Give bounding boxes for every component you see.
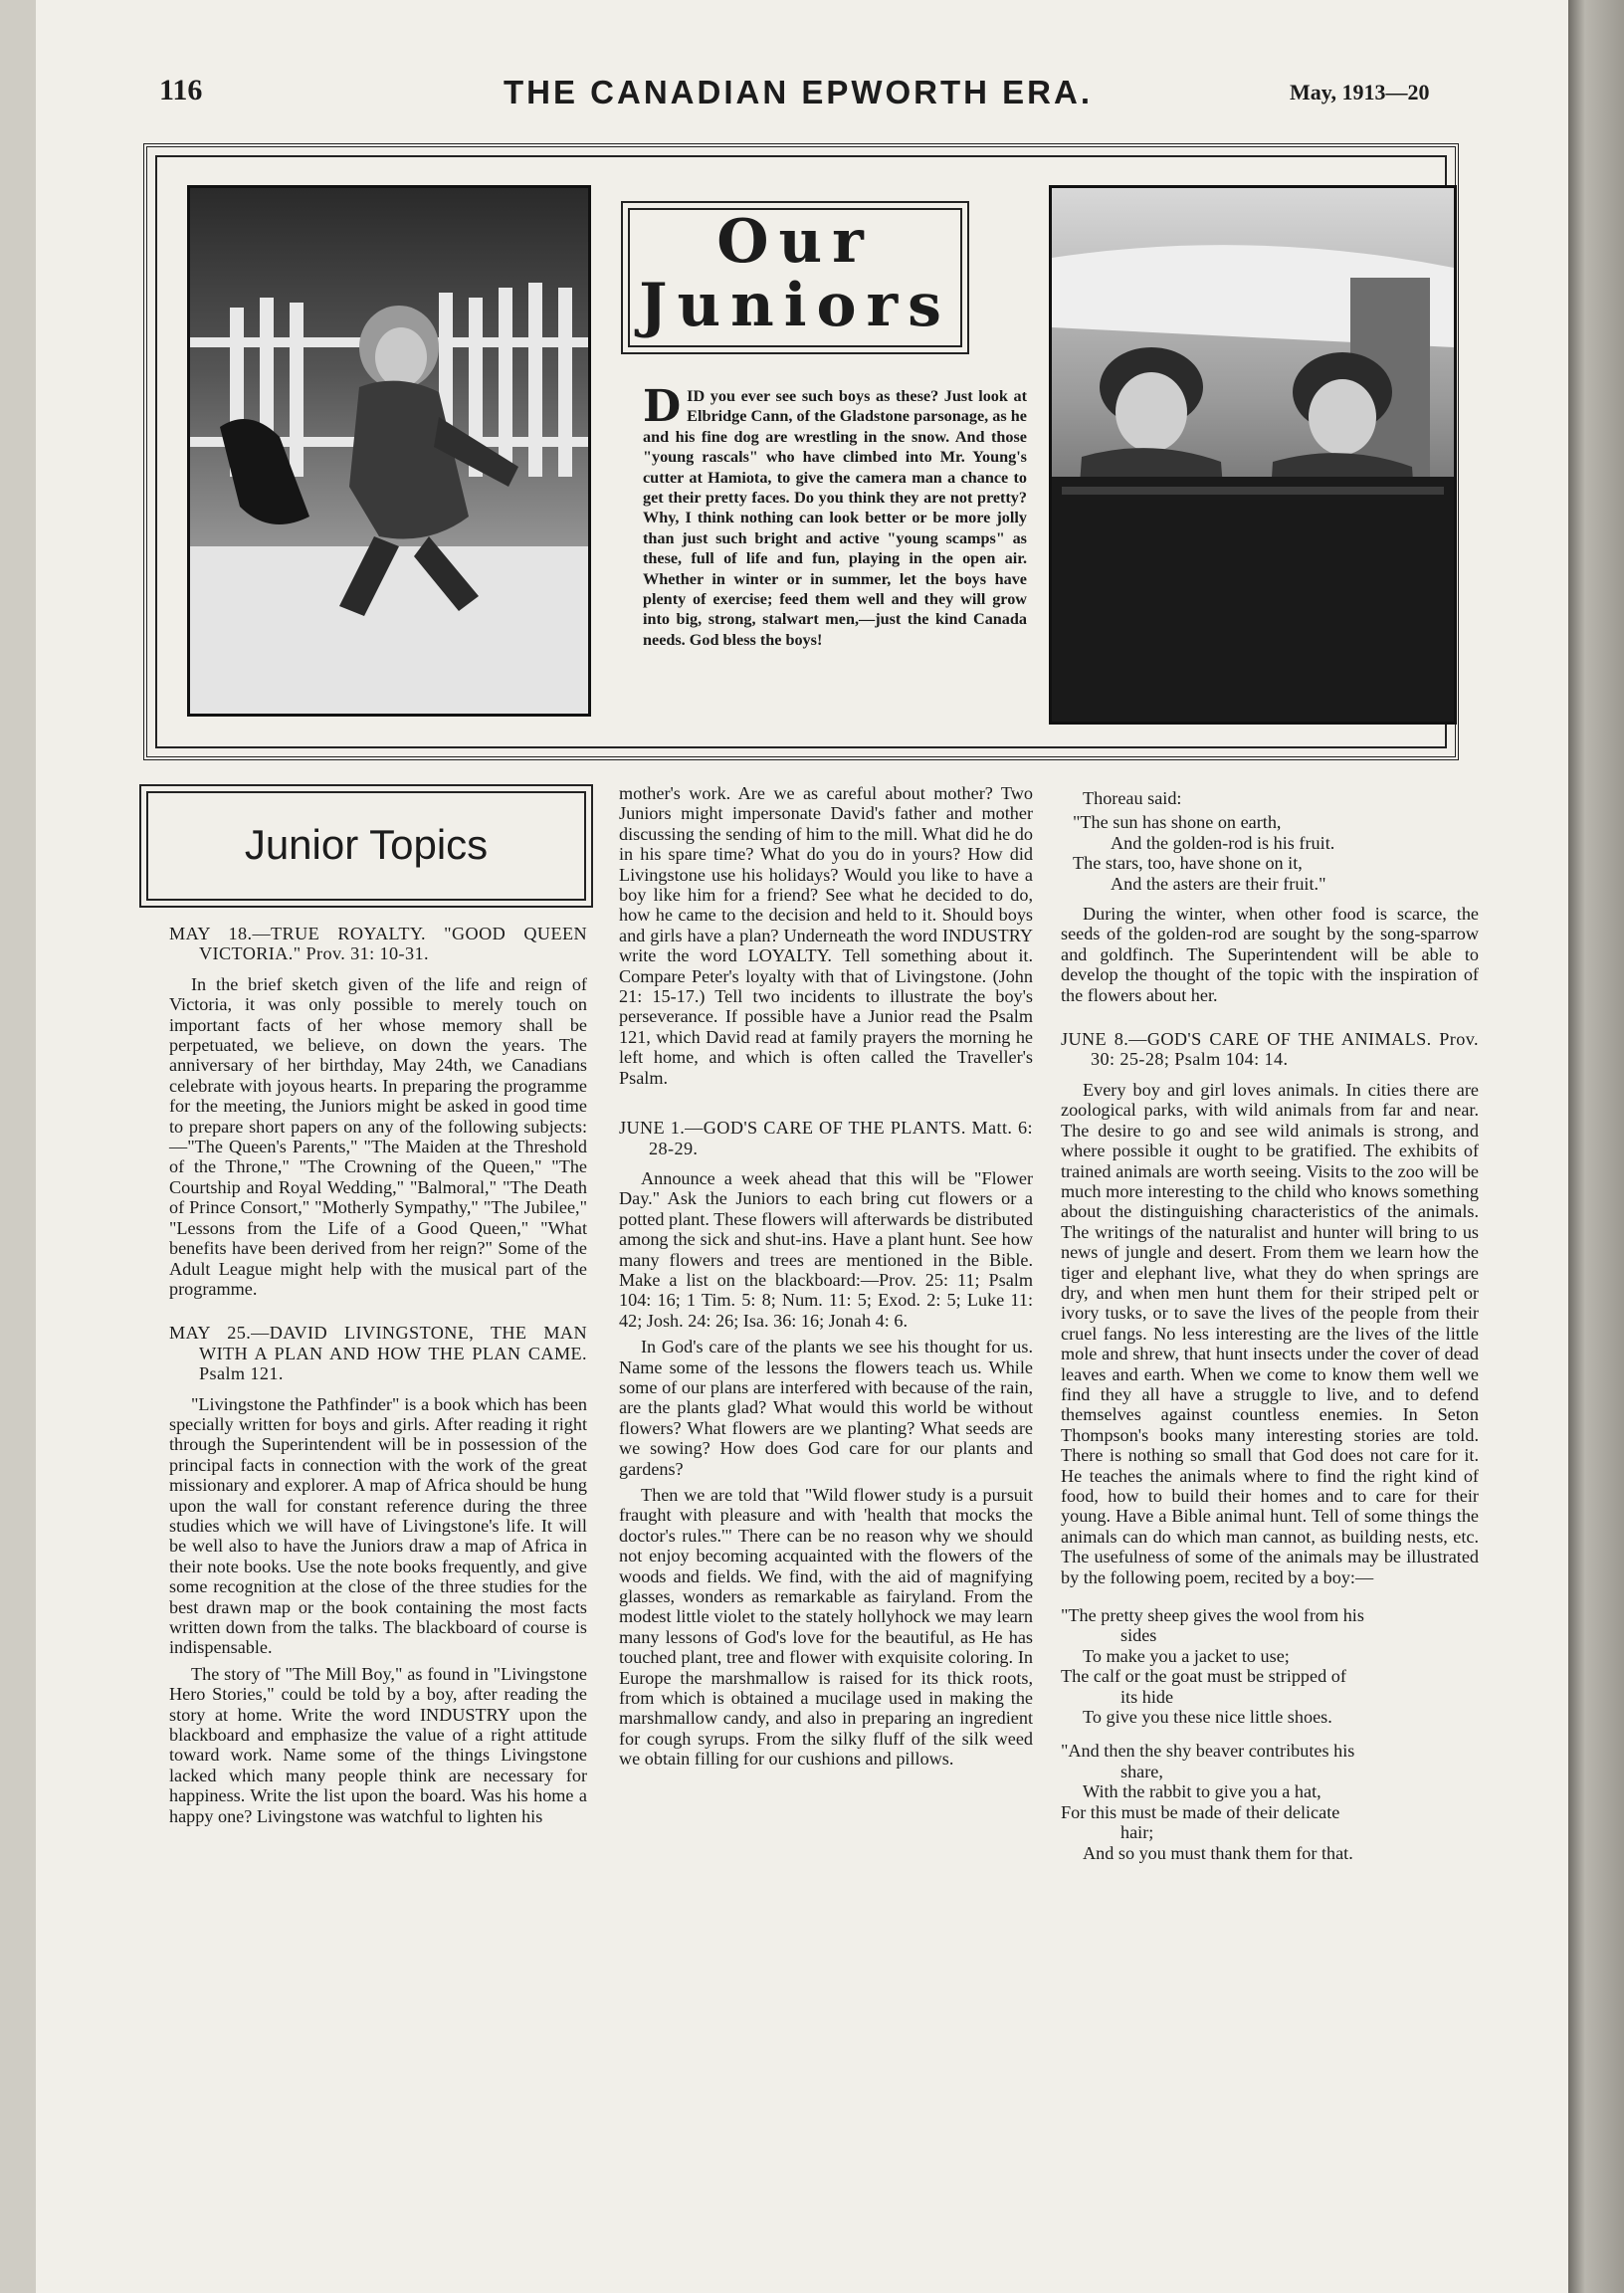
poem-line: "The pretty sheep gives the wool from his [1061, 1605, 1364, 1626]
topic-heading-june-8: JUNE 8.—GOD'S CARE OF THE ANIMALS. Prov. 30: 25-28; Psalm 104: 14. [1061, 1029, 1479, 1070]
poem-line: To give you these nice little shoes. [1083, 1707, 1332, 1728]
running-head [36, 74, 1568, 113]
page-number: 116 [159, 74, 203, 106]
poem-line: hair; [1120, 1822, 1154, 1843]
intro-body: ID you ever see such boys as these? Just look at Elbridge Cann, of the Gladstone parsonage, as he and his fine dog are wrestling in the snow. And those "young rascals" who have climbed into Mr. Young's cutter at Hamiota, to give the camera man a chance to get their pretty faces. Do you think they are not pretty? Why, I think nothing can look better or be more jolly than just such bright and active "young scamps" as these, full of life and fun, playing in the open air. Whether in winter or in summer, let the boys have plenty of exercise; feed them well and they will grow into big, strong, stalwart men,—just the kind Canada needs. God bless the boys! [643, 387, 1027, 649]
paragraph: Then we are told that "Wild flower study is a pursuit fraught with pleasure and with 'health that mocks the doctor's rules.'" There can be no reason why we should not enjoy becoming acquainted with the flowers of the woods and fields. We find, with the aid of magnifying glasses, wonders as remarkable as fairyland. From the modest little violet to the stately hollyhock we may learn many lessons of God's love for the beautiful, as He has touched plant, tree and flower with exquisite coloring. In Europe the marshmallow is raised for its thick roots, from which is obtained a mucilage used in making the marshmallow candy, and also in preparing an ingredient for cough syrups. From the silky fluff of the silk weed we obtain filling for our cushions and pillows. [619, 1485, 1033, 1770]
paragraph: mother's work. Are we as careful about mother? Two Juniors might impersonate David's father and mother discussing the sending of him to the mill. What did he do in his spare time? What do you do in yours? How did Livingstone use his holidays? Would you like to have a boy like him for a friend? See what he decided to do, how he came to the decision and held to it. Should boys and girls have a plan? Underneath the word INDUSTRY write the word LOYALTY. Tell something about it. Compare Peter's loyalty with that of Livingstone. (John 21: 15-17.) Tell two incidents to illustrate the boy's perseverance. If possible have a Junior read the Psalm 121, which David read at family prayers the morning he left home, and which is often called the Traveller's Psalm. [619, 783, 1033, 1088]
paragraph: Every boy and girl loves animals. In cities there are zoological parks, with wild animals from far and near. The desire to go and see wild animals is strong, and where possible it ought to be gratified. The exhibits of trained animals are worth seeing. Visits to the zoo will be much more interesting to the child who knows something about the distinguishing characteristics of the animals. The writings of the naturalist and hunter will bring to us news of jungle and desert. From them we learn how the tiger and elephant live, what they do when springs are dry, and when men hunt them for their striped pelt or ivory tusks, or to save the lives of the people from their cruel fangs. No less interesting are the lives of the little mole and shrew, that hunt insects under the cover of dead leaves and earth. When we come to know them well we find they all have a struggle to live, and to defend themselves against countless enemies. In Seton Thompson's books many interesting stories are told. There is nothing so small that God does not care for it. He teaches the animals where to find the right kind of food, how to build their homes and to care for their young. Have a Bible animal hunt. Tell of some things the animals can do which man cannot, as building nests, etc. The usefulness of some of the animals may be illustrated by the following poem, recited by a boy:— [1061, 1079, 1479, 1587]
animal-poem [1061, 1605, 1479, 1863]
banner-intro-text [643, 381, 1027, 650]
column-3 [1061, 788, 1479, 1863]
junior-topics-box [139, 784, 593, 908]
photo-boy-and-dog-in-snow [187, 185, 591, 717]
poem-line: The calf or the goat must be stripped of [1061, 1666, 1346, 1687]
topic-heading-may-25: MAY 25.—DAVID LIVINGSTONE, THE MAN WITH A PLAN AND HOW THE PLAN CAME. Psalm 121. [169, 1323, 587, 1384]
book-spine-edge [1568, 0, 1624, 2293]
poem-line: And so you must thank them for that. [1083, 1842, 1353, 1863]
paragraph: Announce a week ahead that this will be "Flower Day." Ask the Juniors to each bring cut flowers or a potted plant. These flowers will afterwards be distributed among the sick and shut-ins. Have a plant hunt. See how many flowers and trees are mentioned in the Bible. Make a list on the blackboard:—Prov. 25: 11; Psalm 104: 16; 1 Tim. 5: 8; Num. 11: 5; Exod. 2: 5; Luke 11: 42; Josh. 24: 26; Isa. 36: 16; Jonah 4: 6. [619, 1167, 1033, 1331]
our-juniors-title-box [621, 201, 969, 354]
paragraph: "Livingstone the Pathfinder" is a book which has been specially written for boys and girls. After reading it right through the Superintendent will be in possession of the principal facts in connection with the work of the great missionary and explorer. A map of Africa should be hung upon the wall for constant reference during the three studies which we will have of Livingstone's life. It will be well also to have the Juniors draw a map of Africa in their note books. Use the note books frequently, and give some recognition at the close of the three studies for the best drawn map or the book containing the most facts written down from the talks. The blackboard of course is indispensable. [169, 1393, 587, 1658]
verse-line: "The sun has shone on earth, [1073, 812, 1282, 833]
poem-line: To make you a jacket to use; [1083, 1645, 1290, 1666]
paragraph: During the winter, when other food is scarce, the seeds of the golden-rod are sought by the song-sparrow and goldfinch. The Superintendent will be able to develop the thought of the topic with the inspiration of the flowers about her. [1061, 904, 1479, 1005]
poem-line: With the rabbit to give you a hat, [1083, 1781, 1321, 1802]
paragraph: In the brief sketch given of the life and reign of Victoria, it was only possible to merely touch on important facts of her whose memory shall be perpetuated, we believe, on down the years. The anniversary of her birthday, May 24th, we Canadians celebrate with joyous hearts. In preparing the programme for the meeting, the Juniors might be asked in good time to prepare short papers on any of the following subjects:—"The Queen's Parents," "The Maiden at the Threshold of the Throne," "The Crowning of the Queen," "The Courtship and Royal Wedding," "Balmoral," "The Death of Prince Consort," "Motherly Sympathy," "The Jubilee," "Lessons from the Life of a Good Queen," "What benefits have been derived from her reign?" Some of the Adult League might help with the musical part of the programme. [169, 973, 587, 1299]
banner-inner-frame [155, 155, 1447, 748]
verse-line: And the golden-rod is his fruit. [1111, 832, 1335, 853]
verse-line: And the asters are their fruit." [1111, 873, 1326, 894]
poem-line: its hide [1120, 1686, 1174, 1707]
topic-heading-june-1: JUNE 1.—GOD'S CARE OF THE PLANTS. Matt. 6: 28-29. [619, 1118, 1033, 1158]
issue-date: May, 1913—20 [1290, 80, 1430, 104]
column-1 [169, 924, 587, 1832]
poem-line: For this must be made of their delicate [1061, 1801, 1340, 1822]
poem-line: sides [1120, 1625, 1157, 1646]
paragraph: In God's care of the plants we see his thought for us. Name some of the lessons the flowers teach us. While some of our plans are interfered with because of the rain, are the plants glad? What would this world be without flowers? What flowers are we planting? What seeds are we sowing? How does God care for our plants and gardens? [619, 1337, 1033, 1479]
paragraph: The story of "The Mill Boy," as found in "Livingstone Hero Stories," could be told by a boy, after reading the story at home. Write the word INDUSTRY upon the blackboard and emphasize the value of a right attitude toward work. Name some of the things Livingstone lacked which many people think are necessary for happiness. Write the list upon the board. Was his home a happy one? Livingstone was watchful to lighten his [169, 1663, 587, 1826]
title-line-juniors: Juniors [639, 271, 951, 340]
our-juniors-banner [143, 143, 1459, 760]
poem-line: "And then the shy beaver contributes his [1061, 1741, 1355, 1762]
paragraph: Thoreau said: [1083, 788, 1182, 808]
junior-topics-title: Junior Topics [244, 821, 489, 868]
journal-title: THE CANADIAN EPWORTH ERA. [504, 74, 1093, 110]
photo-boys-in-cutter [1049, 185, 1457, 725]
magazine-page [36, 0, 1568, 2293]
drop-cap: D [643, 381, 682, 432]
verse-line: The stars, too, have shone on it, [1073, 853, 1303, 874]
poem-line: share, [1120, 1761, 1163, 1781]
thoreau-verse [1073, 812, 1479, 894]
column-2 [619, 783, 1033, 1775]
topic-heading-may-18: MAY 18.—TRUE ROYALTY. "GOOD QUEEN VICTORIA." Prov. 31: 10-31. [169, 924, 587, 964]
title-line-our: Our [716, 207, 874, 277]
